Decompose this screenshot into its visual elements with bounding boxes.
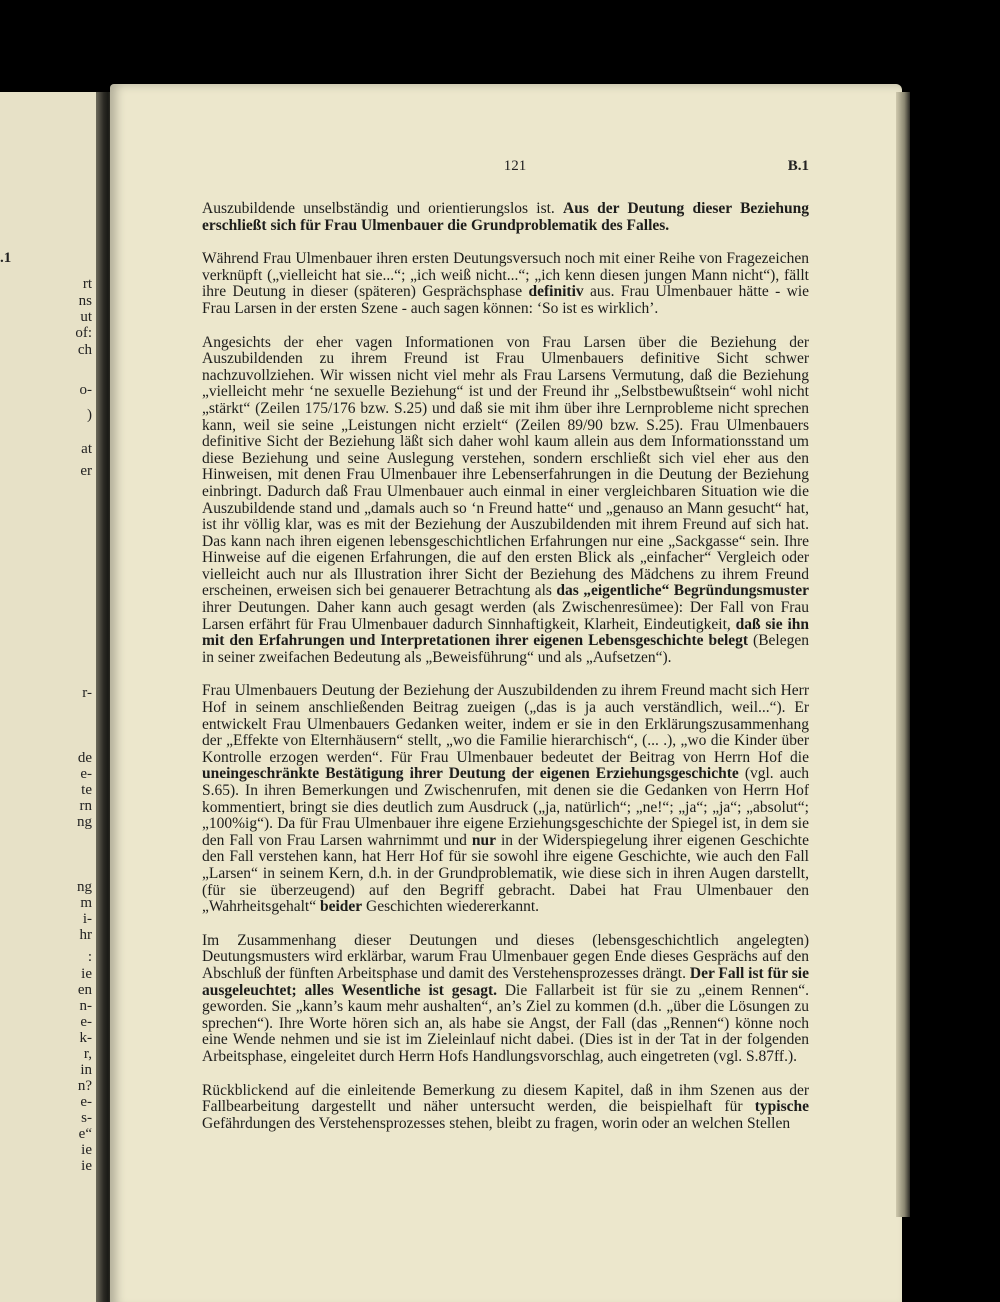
left-margin-fragment: e-	[80, 1094, 92, 1110]
text-run: (vgl. auch S.65). In ihren Bemerkungen und Zwischenrufen, mit denen sie die Gedanken von Herrn Hof kommentiert, bringt sie dies deutlich zum Ausdruck („ja, natürlich“; „ne!“; „ja“; „ja“; „absolut“; „100%ig“). Da für Frau Ulmenbauer ihre eigene Erziehungsgeschichte der Spiegel ist, in dem sie den Fall von Frau Larsen wahrnimmt und	[202, 765, 809, 849]
bold-text: uneingeschränkte Bestätigung ihrer Deutung der eigenen Erziehungsgeschichte	[202, 765, 739, 783]
left-margin-fragment: en	[77, 982, 92, 998]
paragraph	[202, 683, 809, 915]
left-page-header: .1	[0, 250, 12, 266]
left-margin-fragment: te	[81, 782, 92, 798]
left-margin-fragment: :	[87, 949, 92, 965]
left-margin-fragment: r,	[83, 1046, 92, 1062]
left-margin-fragment: e-	[80, 766, 92, 782]
left-margin-fragment: o-	[79, 382, 92, 398]
bold-text: nur	[471, 831, 496, 849]
paragraph	[202, 335, 809, 667]
text-run: Die Fallarbeit ist für sie zu „einem Rennen“. geworden. Sie „kann’s kaum mehr aushalten“, an’s Ziel zu kommen (d.h. „über die Lösungen zu sprechen“). Ihre Worte hören sich an, als habe sie Angst, der Fall (das „Rennen“) könne noch eine Wende nehmen und sie ist im Zieleinlauf nicht dabei. (Dies ist in der Tat in der folgenden Arbeitsphase, eingeleitet durch Herrn Hofs Handlungsvorschlag, auch eingetreten (vgl. S.87ff.).	[202, 981, 810, 1065]
bold-text: beider	[319, 898, 363, 916]
left-margin-fragment: r-	[82, 685, 92, 701]
bold-text: das „eigentliche“ Begründungsmuster	[556, 582, 809, 600]
left-margin-fragment: ie	[81, 1158, 92, 1174]
bold-text: typische	[754, 1098, 809, 1116]
left-margin-fragment: de	[77, 750, 92, 766]
left-margin-fragment: hr	[79, 927, 92, 943]
left-margin-fragment: er	[80, 463, 92, 479]
left-margin-fragment: of:	[75, 325, 92, 341]
text-run: Auszubildende unselbständig und orientierungslos ist.	[202, 200, 564, 217]
paragraph	[202, 201, 809, 234]
bold-text: Der Fall ist für sie ausgeleuchtet; alles Wesentliche ist gesagt.	[202, 964, 809, 999]
paragraph	[202, 251, 809, 317]
left-margin-fragment: s-	[81, 1110, 92, 1126]
bold-text: definitiv	[528, 283, 584, 301]
left-margin-fragment: ng	[77, 814, 92, 830]
left-margin-fragment: n-	[79, 998, 92, 1014]
section-label: B.1	[787, 158, 809, 174]
text-run: Rückblickend auf die einleitende Bemerkung zu diesem Kapitel, daß in ihm Szenen aus der Fallbearbeitung dargestellt und näher untersucht werden, die beispielhaft für	[202, 1081, 809, 1116]
page-stack-edge	[896, 92, 910, 1217]
text-run: ihrer Deutungen. Daher kann auch gesagt werden (als Zwischenresümee): Der Fall von Frau Larsen erfährt für Frau Ulmenbauer dadurch Sinnhaftigkeit, Klarheit, Eindeutigkeit,	[202, 599, 809, 633]
left-margin-fragment: rt	[82, 276, 92, 292]
left-margin-fragment: rn	[79, 798, 92, 814]
paragraph	[202, 933, 809, 1066]
text-run: Im Zusammenhang dieser Deutungen und dieses (lebensgeschichtlich angelegten) Deutungsmusters wird erklärbar, warum Frau Ulmenbauer gegen Ende dieses Gesprächs auf den Abschluß der fünften Arbeitsphase und damit des Verstehensprozesses drängt.	[202, 931, 809, 982]
left-margin-fragment: k-	[79, 1030, 92, 1046]
text-run: (Belegen in seiner zweifachen Bedeutung als „Beweisführung“ und als „Aufsetzen“).	[202, 632, 809, 666]
bold-text: daß sie ihn mit den Erfahrungen und Interpretationen ihrer eigenen Lebensgeschichte belegt	[202, 615, 809, 650]
text-run: Geschichten wiedererkannt.	[362, 898, 540, 916]
text-run: Gefährdungen des Verstehensprozesses stehen, bleibt zu fragen, worin oder an welchen Stellen	[202, 1114, 791, 1132]
paragraph	[202, 1083, 809, 1133]
left-margin-fragment: e“	[78, 1126, 92, 1142]
left-page-edge	[0, 92, 96, 1302]
bold-text: Aus der Deutung dieser Beziehung erschließt sich für Frau Ulmenbauer die Grundproblematik des Falles.	[202, 200, 809, 234]
left-margin-fragment: ie	[81, 966, 92, 982]
text-run: Während Frau Ulmenbauer ihren ersten Deutungsversuch noch mit einer Reihe von Fragezeichen verknüpft („vielleicht hat sie...“; „ich weiß nicht...“; „ich kenn diesen jungen Mann nicht“), fällt ihre Deutung in dieser (späteren) Gesprächsphase	[202, 250, 809, 301]
left-margin-fragment: i-	[82, 911, 92, 927]
text-run: Angesichts der eher vagen Informationen von Frau Larsen über die Beziehung der Auszubildenden zu ihrem Freund ist Frau Ulmenbauers definitive Sicht schwer nachzuvollziehen. Wir wissen nicht viel mehr als Frau Larsens Vermutung, daß die Beziehung „vielleicht mehr ‘ne sexuelle Beziehung“ ist und der Freund ihr „Selbstbewußtsein“ wohl nicht „stärkt“ (Zeilen 175/176 bzw. S.25) und daß sie mit ihm über ihre Lernprobleme nicht sprechen kann, weil sie seine „Leistungen nicht erzielt“ (Zeilen 89/90 bzw. S.25). Frau Ulmenbauers definitive Sicht der Beziehung läßt sich daher wohl kaum allein aus dem Informationsstand um diese Beziehung und seine Auslegung verstehen, sondern erschließt sich viel eher aus den Hinweisen, mit denen Frau Ulmenbauer ihre Lebenserfahrungen in die Deutung der Beziehung einbringt. Dadurch daß Frau Ulmenbauer auch einmal in einer vergleichbaren Situation wie die Auszubildende stand und „damals auch so ‘n Freund hatte“ und „genauso an Mann gesucht“ hat, ist ihr völlig klar, was es mit der Beziehung der Auszubildenden mit ihrem Freund auf sich hat. Das kann nach ihren eigenen lebensgeschichtlichen Erfahrungen nur eine „Sackgasse“ sein. Ihre Hinweise auf die eigenen Erfahrungen, die auf den ersten Blick als „einfacher“ Vergleich oder vielleicht auch nur als Illustration ihrer Sicht der Beziehung des Mädchens zu ihrem Freund erscheinen, erweisen sich bei genauerer Betrachtung als	[202, 333, 809, 600]
text-run: in der Widerspiegelung ihrer eigenen Geschichte den Fall verstehen kann, hat Herr Hof für sie sowohl ihre eigene Geschichte, wie auch den Fall „Larsen“ in seinem Kern, d.h. in der Grundproblematik, wie diese sich in ihren Augen darstellt, (für sie überzeugend) auf den Begriff gebracht. Dabei hat Frau Ulmenbauer den „Wahrheitsgehalt“	[202, 831, 809, 916]
page-body	[202, 201, 809, 1132]
text-run: aus. Frau Ulmenbauer hätte - wie Frau Larsen in der ersten Szene - auch sagen können: ‘So ist es wirklich’.	[202, 283, 810, 317]
left-margin-fragment: ie	[81, 1142, 92, 1158]
left-margin-fragment: m	[80, 895, 92, 911]
left-margin-fragment: at	[81, 441, 92, 457]
left-margin-fragment: ng	[77, 879, 92, 895]
left-margin-fragment: )	[87, 407, 92, 423]
left-margin-fragment: ns	[78, 293, 92, 309]
left-margin-fragment: ut	[80, 309, 92, 325]
text-run: Frau Ulmenbauers Deutung der Beziehung der Auszubildenden zu ihrem Freund macht sich Herr Hof in seinem anschließenden Beitrag zueigen („das is ja auch verständlich, weil...“). Er entwickelt Frau Ulmenbauers Gedanken weiter, indem er sie in den Erklärungszusammenhang der „Effekte von Elternhäusern“ stellt, „wo die Familie hierarchisch“, (... .), „wo die Kinder über Kontrolle erzogen werden“. Für Frau Ulmenbauer bedeutet der Beitrag von Herrn Hof die	[202, 682, 809, 766]
page-number: 121	[503, 158, 527, 174]
left-margin-fragment: ch	[77, 342, 92, 358]
left-margin-fragment: in	[80, 1062, 92, 1078]
left-margin-fragment: n?	[77, 1078, 92, 1094]
left-margin-fragment: e-	[80, 1014, 92, 1030]
